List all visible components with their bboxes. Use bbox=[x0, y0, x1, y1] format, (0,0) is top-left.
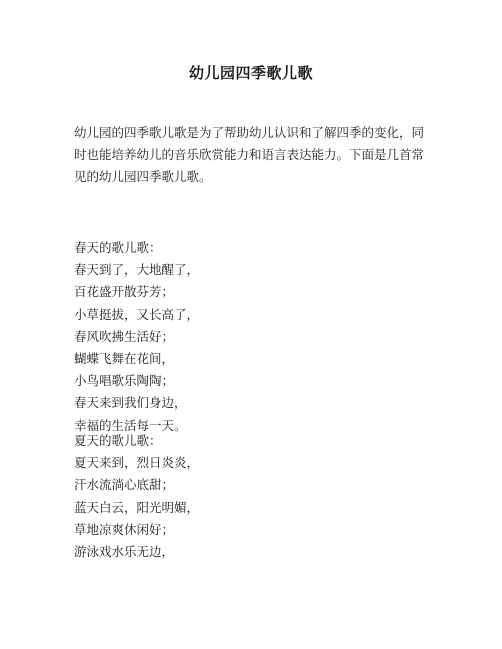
summer-line: 蓝天白云，阳光明媚， bbox=[74, 499, 200, 515]
spring-line: 幸福的生活每一天。 bbox=[74, 417, 187, 433]
summer-line: 草地凉爽休闲好； bbox=[74, 521, 175, 537]
spring-section bbox=[74, 237, 434, 437]
intro-paragraph: 幼儿园的四季歌儿歌是为了帮助幼儿认识和了解四季的变化，同时也能培养幼儿的音乐欣赏能力和语言表达能力。下面是几首常见的幼儿园四季歌儿歌。 bbox=[74, 125, 425, 184]
spring-line: 百花盛开散芬芳； bbox=[74, 284, 175, 300]
spring-line: 小鸟唱歌乐陶陶； bbox=[74, 373, 175, 389]
spring-line: 春天到了，大地醒了， bbox=[74, 262, 200, 278]
spring-line: 小草挺拔，又长高了， bbox=[74, 306, 200, 322]
summer-line: 汗水流淌心底甜； bbox=[74, 477, 175, 493]
document-title: 幼儿园四季歌儿歌 bbox=[188, 64, 313, 82]
spring-line: 蝴蝶飞舞在花间， bbox=[74, 350, 175, 366]
spring-heading: 春天的歌儿歌： bbox=[74, 240, 162, 255]
spring-line: 春天来到我们身边， bbox=[74, 395, 187, 411]
summer-section bbox=[74, 430, 434, 563]
spring-line: 春风吹拂生活好； bbox=[74, 328, 175, 344]
summer-line: 夏天来到，烈日炎炎， bbox=[74, 455, 200, 471]
summer-heading: 夏天的歌儿歌： bbox=[74, 433, 162, 448]
summer-line: 游泳戏水乐无边， bbox=[74, 543, 175, 559]
